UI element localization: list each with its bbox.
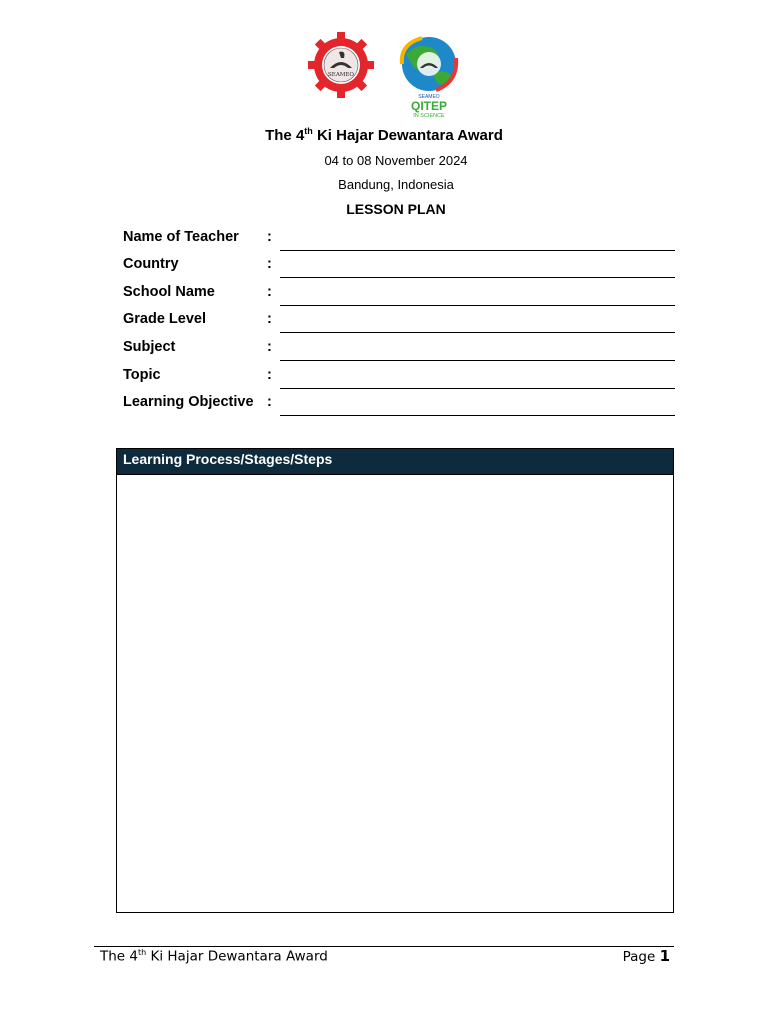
teacher-name-input[interactable] [280, 250, 675, 251]
field-colon: : [267, 367, 272, 383]
field-label: School Name [123, 284, 215, 300]
field-label: Learning Objective [123, 394, 254, 410]
field-label: Name of Teacher [123, 229, 239, 245]
footer-award-title: The 4th Ki Hajar Dewantara Award [100, 948, 328, 965]
field-subject [123, 339, 675, 359]
footer-page-number: Page 1 [622, 947, 670, 965]
qitep-main-text: QITEP [410, 99, 448, 113]
field-learning-objective [123, 394, 675, 414]
qitep-logo-icon [392, 34, 466, 118]
field-colon: : [267, 229, 272, 245]
event-location: Bandung, Indonesia [338, 177, 454, 192]
field-name-of-teacher [123, 229, 675, 249]
field-colon: : [267, 284, 272, 300]
seameo-logo-text: SEAMEO [328, 72, 354, 78]
field-country [123, 256, 675, 276]
learning-objective-input[interactable] [280, 415, 675, 416]
field-colon: : [267, 339, 272, 355]
field-colon: : [267, 311, 272, 327]
grade-level-input[interactable] [280, 332, 675, 333]
document-title: LESSON PLAN [346, 201, 446, 217]
footer-divider [94, 946, 674, 947]
learning-process-header: Learning Process/Stages/Steps [117, 449, 673, 475]
field-label: Country [123, 256, 179, 272]
header-logos [306, 30, 466, 118]
seameo-logo-icon [306, 30, 376, 100]
field-colon: : [267, 394, 272, 410]
field-label: Subject [123, 339, 176, 355]
field-school-name [123, 284, 675, 304]
learning-process-table [116, 448, 674, 913]
field-label: Grade Level [123, 311, 207, 327]
learning-process-content[interactable] [117, 475, 673, 911]
event-date: 04 to 08 November 2024 [324, 153, 468, 168]
country-input[interactable] [280, 277, 675, 278]
topic-input[interactable] [280, 388, 675, 389]
award-title: The 4th Ki Hajar Dewantara Award [265, 126, 503, 144]
qitep-sub-text: IN SCIENCE [413, 113, 445, 118]
qitep-small-text: SEAMEO [418, 94, 440, 100]
school-name-input[interactable] [280, 305, 675, 306]
field-grade-level [123, 311, 675, 331]
field-label: Topic [123, 367, 161, 383]
field-topic [123, 367, 675, 387]
subject-input[interactable] [280, 360, 675, 361]
field-colon: : [267, 256, 272, 272]
